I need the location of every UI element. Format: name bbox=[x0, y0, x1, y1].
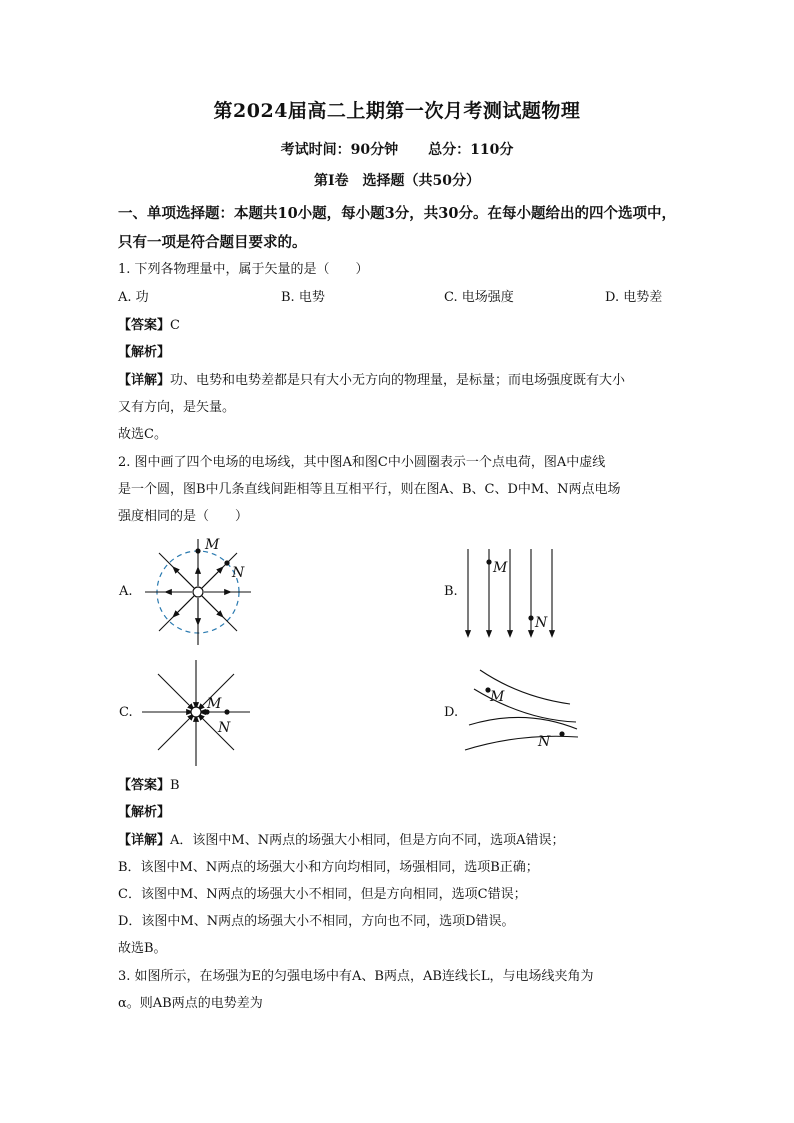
q3-stem-line2: α。则AB两点的电势差为 bbox=[118, 996, 263, 1011]
point-m-label: M bbox=[205, 537, 220, 553]
q2-detail-b: B．该图中M、N两点的场强大小和方向均相同，场强相同，选项B正确； bbox=[118, 860, 539, 875]
fig-d-n-label: N bbox=[538, 734, 551, 750]
figure-c bbox=[142, 660, 250, 766]
fig-c-m-label: M bbox=[207, 696, 222, 712]
q1-analysis-tag: 【解析】 bbox=[118, 345, 171, 360]
exam-time: 考试时间：90分钟 bbox=[280, 142, 399, 158]
fig-b-n-label: N bbox=[535, 615, 548, 631]
q2-stem-line3: 强度相同的是（ ） bbox=[118, 509, 249, 524]
section-heading: 一、单项选择题：本题共10小题，每小题3分，共30分。在每小题给出的四个选项中，只有一项是符合题目要求的。 bbox=[118, 205, 676, 251]
figure-d-label: D. bbox=[444, 705, 459, 720]
q3-stem-line1: 3. 如图所示，在场强为E的匀强电场中有A、B两点，AB连线长L，与电场线夹角为 bbox=[118, 969, 594, 984]
point-n-label: N bbox=[232, 565, 245, 581]
figure-a-label: A. bbox=[119, 584, 133, 599]
figure-d bbox=[465, 670, 578, 750]
figure-b bbox=[468, 549, 552, 634]
fig-c-n-label: N bbox=[218, 720, 231, 736]
page-title: 第2024届高二上期第一次月考测试题物理 bbox=[213, 100, 581, 122]
total-score: 总分：110分 bbox=[428, 142, 514, 158]
answer-tag: 【答案】 bbox=[118, 318, 171, 333]
detail-text: 功、电势和电势差都是只有大小无方向的物理量，是标量；而电场强度既有大小 bbox=[170, 373, 626, 388]
part-heading: 第I卷 选择题（共50分） bbox=[313, 173, 481, 189]
q2-stem-line2: 是一个圆，图B中几条直线间距相等且互相平行，则在图A、B、C、D中M、N两点电场 bbox=[118, 482, 621, 497]
fig-b-m-label: M bbox=[493, 560, 508, 576]
q2-detail-a bbox=[118, 832, 564, 850]
q1-option-c: C. 电场强度 bbox=[444, 290, 514, 305]
figure-a bbox=[145, 537, 251, 645]
q1-detail-line2: 又有方向，是矢量。 bbox=[118, 400, 236, 415]
figure-c-label: C. bbox=[119, 705, 133, 720]
figure-b-label: B. bbox=[444, 584, 458, 599]
answer-value: B bbox=[170, 778, 180, 793]
point-m-dot bbox=[195, 548, 200, 553]
answer-value: C bbox=[170, 318, 180, 333]
point-charge bbox=[193, 587, 203, 597]
q2-detail-c: C．该图中M、N两点的场强大小不相同，但是方向相同，选项C错误； bbox=[118, 887, 527, 902]
q1-option-d: D. 电势差 bbox=[605, 290, 663, 305]
q1-option-b: B. 电势 bbox=[281, 290, 325, 305]
q2-detail-d: D．该图中M、N两点的场强大小不相同，方向也不同，选项D错误。 bbox=[118, 914, 515, 929]
answer-tag: 【答案】 bbox=[118, 778, 171, 793]
detail-text: A．该图中M、N两点的场强大小相同，但是方向不同，选项A错误； bbox=[170, 833, 565, 848]
q1-conclusion: 故选C。 bbox=[118, 427, 167, 442]
point-n-dot bbox=[224, 560, 229, 565]
q1-stem: 1. 下列各物理量中，属于矢量的是（ ） bbox=[118, 262, 369, 277]
q2-conclusion: 故选B。 bbox=[118, 941, 167, 956]
detail-tag: 【详解】 bbox=[118, 833, 171, 848]
q2-analysis-tag: 【解析】 bbox=[118, 805, 171, 820]
q2-stem-line1: 2. 图中画了四个电场的电场线，其中图A和图C中小圆圈表示一个点电荷，图A中虚线 bbox=[118, 455, 606, 470]
detail-tag: 【详解】 bbox=[118, 373, 171, 388]
fig-d-m-label: M bbox=[490, 689, 505, 705]
q2-answer bbox=[118, 777, 180, 795]
q1-option-a: A. 功 bbox=[118, 290, 149, 305]
